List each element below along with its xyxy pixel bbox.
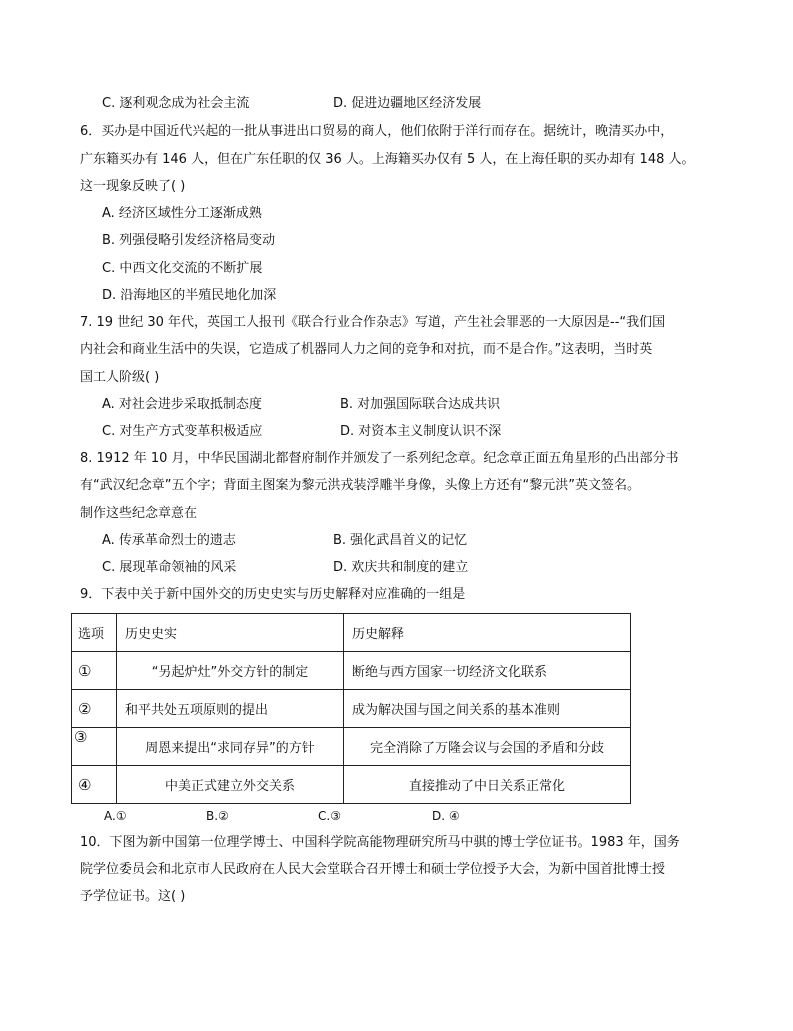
q8-option-b: B. 强化武昌首义的记忆 (333, 533, 468, 548)
table-header-option: 选项 (72, 614, 117, 652)
q6-option-b: B. 列强侵略引发经济格局变动 (102, 233, 276, 248)
row-option: ② (72, 690, 117, 728)
option-d: D. 促进边疆地区经济发展 (333, 96, 482, 111)
q8-option-c: C. 展现革命领袖的风采 (102, 560, 237, 575)
option-c: C. 逐利观念成为社会主流 (102, 96, 250, 111)
question-7-line-2: 内社会和商业生活中的失误，它造成了机器同人力之间的竞争和对抗，而不是合作。”这表明，当时英 (80, 342, 653, 357)
q7-option-c: C. 对生产方式变革积极适应 (102, 424, 263, 439)
table-row (72, 766, 631, 804)
q6-option-a: A. 经济区域性分工逐渐成熟 (102, 206, 262, 221)
table-row (72, 690, 631, 728)
row-fact: “另起炉灶”外交方针的制定 (117, 652, 344, 690)
q9-option-a: A.① (104, 809, 127, 823)
q7-option-a: A. 对社会进步采取抵制态度 (102, 397, 262, 412)
question-8-line-1: 8. 1912 年 10 月，中华民国湖北都督府制作并颁发了一系列纪念章。纪念章正面五角星形的凸出部分书 (80, 451, 679, 466)
question-6-line-2: 广东籍买办有 146 人，但在广东任职的仅 36 人。上海籍买办仅有 5 人，在上海任职的买办却有 148 人。 (80, 152, 695, 167)
table-row (72, 652, 631, 690)
row-option: ③ (72, 728, 117, 766)
table-row (72, 728, 631, 766)
row-option: ④ (72, 766, 117, 804)
q6-option-d: D. 沿海地区的半殖民地化加深 (102, 288, 277, 303)
q8-option-d: D. 欢庆共和制度的建立 (333, 560, 469, 575)
table-header-fact: 历史史实 (117, 614, 344, 652)
question-9-stem: 9．下表中关于新中国外交的历史史实与历史解释对应准确的一组是 (80, 587, 466, 602)
row-option: ① (72, 652, 117, 690)
question-7-line-3: 国工人阶级( ) (80, 370, 160, 385)
row-interpretation: 成为解决国与国之间关系的基本准则 (344, 690, 631, 728)
question-8-line-2: 有“武汉纪念章”五个字；背面主图案为黎元洪戎装浮雕半身像，头像上方还有“黎元洪”英文签名。 (80, 478, 640, 493)
history-table (71, 613, 631, 804)
question-7-line-1: 7. 19 世纪 30 年代，英国工人报刊《联合行业合作杂志》写道，产生社会罪恶的一大原因是--“我们国 (80, 315, 666, 330)
row-interpretation: 直接推动了中日关系正常化 (344, 766, 631, 804)
q9-option-c: C.③ (318, 809, 341, 823)
question-10-line-3: 予学位证书。这( ) (80, 889, 186, 904)
question-10-line-2: 院学位委员会和北京市人民政府在人民大会堂联合召开博士和硕士学位授予大会，为新中国首批博士授 (80, 862, 666, 877)
question-6-line-3: 这一现象反映了( ) (80, 179, 186, 194)
question-10-line-1: 10．下图为新中国第一位理学博士、中国科学院高能物理研究所马中骐的博士学位证书。1983 年，国务 (80, 835, 680, 850)
q7-option-b: B. 对加强国际联合达成共识 (340, 397, 501, 412)
row-fact: 中美正式建立外交关系 (117, 766, 344, 804)
row-interpretation: 完全消除了万隆会议与会国的矛盾和分歧 (344, 728, 631, 766)
q8-option-a: A. 传承革命烈士的遗志 (102, 533, 236, 548)
row-interpretation: 断绝与西方国家一切经济文化联系 (344, 652, 631, 690)
row-fact: 周恩来提出“求同存异”的方针 (117, 728, 344, 766)
q7-option-d: D. 对资本主义制度认识不深 (340, 424, 502, 439)
question-8-line-3: 制作这些纪念章意在 (80, 506, 198, 521)
row-fact: 和平共处五项原则的提出 (117, 690, 344, 728)
q6-option-c: C. 中西文化交流的不断扩展 (102, 261, 263, 276)
table-header-interpretation: 历史解释 (344, 614, 631, 652)
q9-option-d: D. ④ (432, 809, 460, 823)
table-header-row (72, 614, 631, 652)
q9-option-b: B.② (206, 809, 229, 823)
question-6-line-1: 6．买办是中国近代兴起的一批从事进出口贸易的商人，他们依附于洋行而存在。据统计，晚清买办中， (80, 124, 674, 139)
